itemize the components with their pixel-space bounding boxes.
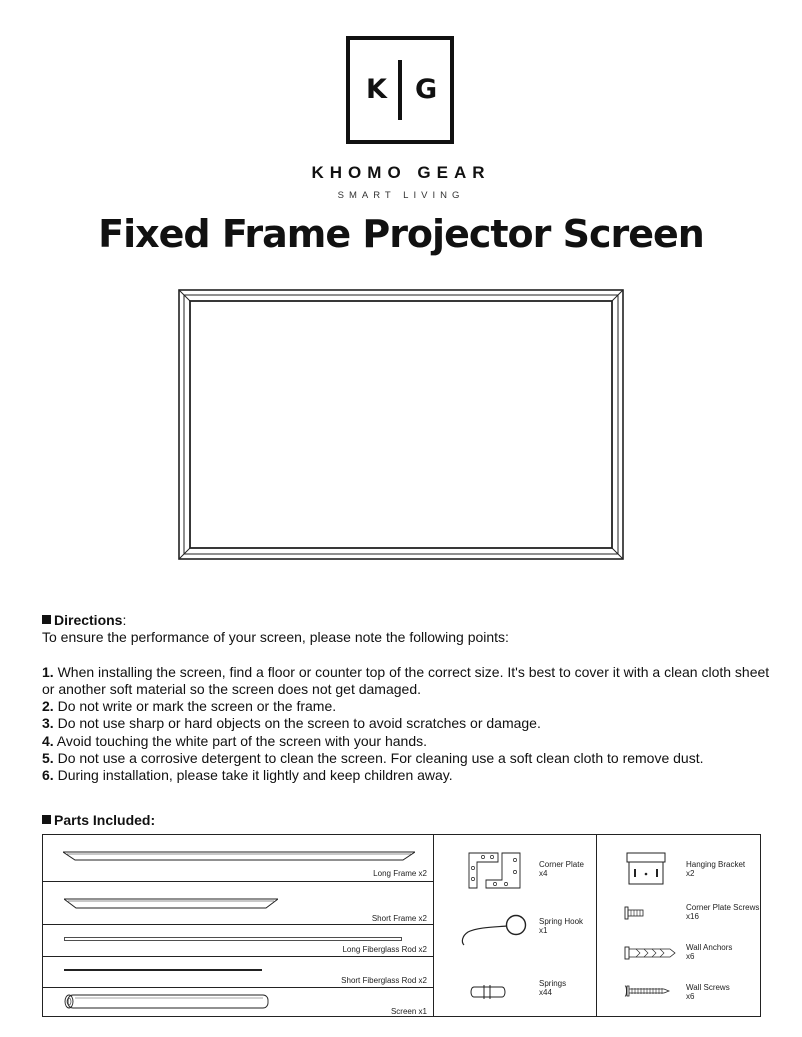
part-long-frame: Long Frame x2 (373, 869, 427, 878)
table-divider (43, 924, 433, 925)
logo-letter-k: K (366, 74, 387, 105)
part-long-fiberglass-rod: Long Fiberglass Rod x2 (342, 945, 427, 954)
directions-section (42, 612, 772, 785)
long-rod-icon (64, 937, 402, 941)
direction-item-5: 5. Do not use a corrosive detergent to clean the screen. For cleaning use a soft clean cloth to remove dust. (42, 750, 704, 767)
short-frame-icon (64, 898, 278, 909)
logo-divider (398, 60, 402, 120)
spring-hook-icon (460, 911, 528, 947)
logo-letter-g: G (415, 74, 438, 105)
wall-screw-icon (624, 985, 670, 997)
table-divider (43, 956, 433, 957)
spring-icon (470, 985, 506, 999)
corner-plate-icon (468, 852, 522, 890)
parts-heading: Parts Included: (54, 812, 156, 828)
directions-heading: Directions (54, 612, 123, 628)
table-divider (596, 835, 597, 1016)
part-short-frame: Short Frame x2 (371, 914, 427, 923)
document-title: Fixed Frame Projector Screen (98, 212, 704, 256)
part-wall-screws: Wall Screws x6 (686, 983, 730, 1001)
table-divider (433, 835, 434, 1016)
bullet-square-icon (42, 815, 51, 824)
brand-tagline: SMART LIVING (337, 190, 465, 201)
part-corner-plate-screws: Corner Plate Screws x16 (686, 903, 760, 921)
directions-heading-colon: : (122, 612, 127, 628)
direction-item-1: 1. When installing the screen, find a floor or counter top of the correct size. It's best to cover it with a clean cloth sheet or another soft material so the screen does not get damaged. (42, 663, 770, 697)
direction-item-4: 4. Avoid touching the white part of the screen with your hands. (42, 732, 427, 749)
part-screen: Screen x1 (390, 1007, 427, 1016)
bullet-square-icon (42, 615, 51, 624)
table-divider (43, 881, 433, 882)
parts-heading-row (42, 812, 155, 828)
part-spring-hook: Spring Hook x1 (539, 917, 584, 935)
brand-name: KHOMO GEAR (311, 163, 491, 182)
direction-item-2: 2. Do not write or mark the screen or the frame. (42, 698, 337, 715)
parts-table (42, 834, 761, 1017)
table-divider (43, 987, 433, 988)
part-wall-anchors: Wall Anchors x6 (686, 943, 733, 961)
part-short-fiberglass-rod: Short Fiberglass Rod x2 (341, 976, 427, 985)
screen-roll-icon (63, 994, 273, 1010)
hanging-bracket-icon (626, 852, 666, 886)
part-springs: Springs x44 (539, 979, 567, 997)
long-frame-icon (63, 851, 415, 861)
directions-heading-row (42, 612, 772, 629)
part-hanging-bracket: Hanging Bracket x2 (686, 860, 746, 878)
part-corner-plate: Corner Plate x4 (539, 860, 584, 878)
direction-item-3: 3. Do not use sharp or hard objects on the screen to avoid scratches or damage. (42, 715, 541, 732)
screw-icon (624, 906, 646, 920)
directions-intro: To ensure the performance of your screen, please note the following points: (42, 629, 509, 646)
wall-anchor-icon (624, 946, 676, 960)
direction-item-6: 6. During installation, please take it lightly and keep children away. (42, 767, 453, 784)
projector-screen-illustration (178, 289, 624, 561)
short-rod-icon (64, 969, 262, 972)
